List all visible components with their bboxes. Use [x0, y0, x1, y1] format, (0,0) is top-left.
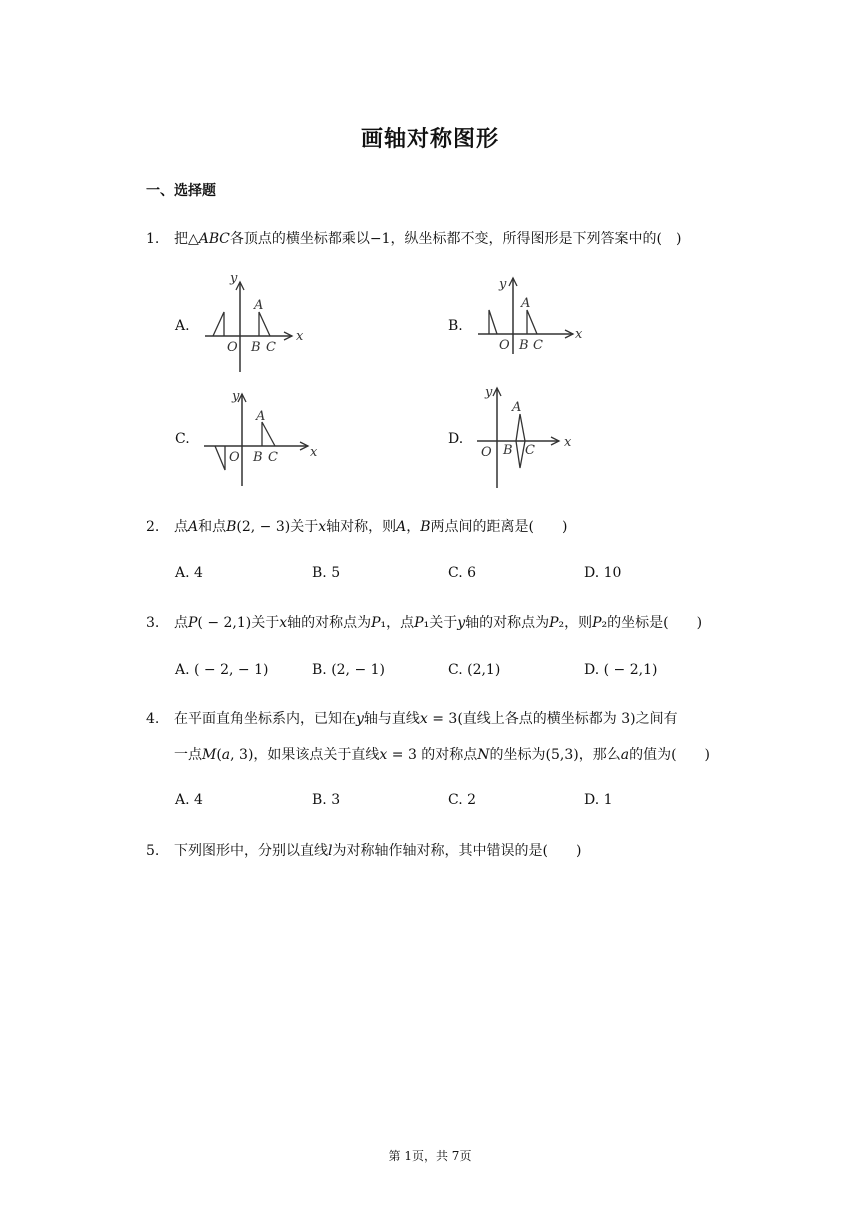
- option-a-figure: [200, 271, 315, 374]
- question-number: 4.: [146, 711, 160, 727]
- option-b-label: B.: [448, 318, 463, 334]
- option-b-figure: [473, 274, 588, 374]
- x-axis-label: x: [310, 445, 318, 460]
- vertex-b-label: B: [519, 338, 529, 353]
- vertex-b-label: B: [251, 340, 261, 355]
- option-c-label: C.: [175, 431, 190, 447]
- question-number: 3.: [146, 615, 160, 631]
- vertex-c-label: C: [525, 443, 535, 458]
- option-a-label: A.: [175, 318, 190, 334]
- section-heading: 一、选择题: [146, 183, 216, 199]
- page-footer: 第 1页，共 7页: [388, 1149, 472, 1163]
- question-text-line-1: 在平面直角坐标系内，已知在𝑦轴与直线𝑥 = 3(直线上各点的横坐标都为 3)之间有: [174, 711, 678, 727]
- origin-label: O: [481, 445, 492, 460]
- question-number: 5.: [146, 843, 160, 859]
- q3-option-d: D. ( − 2,1): [584, 662, 658, 678]
- q4-option-d: D. 1: [584, 792, 613, 808]
- q4-option-c: C. 2: [448, 792, 477, 808]
- question-text: 把△𝐴𝐵𝐶各顶点的横坐标都乘以−1，纵坐标都不变，所得图形是下列答案中的( ): [174, 231, 682, 247]
- q2-option-d: D. 10: [584, 565, 622, 581]
- x-axis-label: x: [575, 327, 583, 342]
- vertex-c-label: C: [533, 338, 543, 353]
- vertex-a-label: A: [256, 409, 266, 424]
- q2-option-b: B. 5: [312, 565, 341, 581]
- y-axis-label: y: [485, 385, 493, 400]
- option-d-label: D.: [448, 431, 464, 447]
- y-axis-label: y: [230, 271, 238, 286]
- question-text: 点𝐴和点𝐵(2, − 3)关于𝑥轴对称，则𝐴，𝐵两点间的距离是( ): [174, 519, 568, 535]
- origin-label: O: [227, 340, 238, 355]
- origin-label: O: [499, 338, 510, 353]
- vertex-a-label: A: [521, 296, 531, 311]
- vertex-b-label: B: [253, 450, 263, 465]
- option-d-figure: [473, 384, 583, 490]
- q2-option-c: C. 6: [448, 565, 477, 581]
- question-text: 下列图形中，分别以直线𝑙为对称轴作轴对称，其中错误的是( ): [174, 843, 582, 859]
- q4-option-b: B. 3: [312, 792, 341, 808]
- q3-option-b: B. (2, − 1): [312, 662, 386, 678]
- q4-option-a: A. 4: [175, 792, 203, 808]
- q3-option-a: A. ( − 2, − 1): [175, 662, 269, 678]
- y-axis-label: y: [499, 277, 507, 292]
- question-text: 点𝑃( − 2,1)关于𝑥轴的对称点为𝑃₁，点𝑃₁关于𝑦轴的对称点为𝑃₂，则𝑃₂的坐标是( ): [174, 615, 703, 631]
- question-number: 2.: [146, 519, 160, 535]
- y-axis-label: y: [232, 389, 240, 404]
- vertex-a-label: A: [254, 298, 264, 313]
- x-axis-label: x: [296, 329, 304, 344]
- x-axis-label: x: [564, 435, 572, 450]
- q3-option-c: C. (2,1): [448, 662, 501, 678]
- vertex-c-label: C: [266, 340, 276, 355]
- page-title: 画轴对称图形: [360, 127, 499, 152]
- vertex-a-label: A: [512, 400, 522, 415]
- question-text-line-2: 一点𝑀(𝑎, 3)，如果该点关于直线𝑥 = 3 的对称点𝑁的坐标为(5,3)，那么𝑎的值为( ): [174, 747, 711, 763]
- q2-option-a: A. 4: [175, 565, 203, 581]
- option-c-figure: [200, 388, 320, 488]
- vertex-b-label: B: [503, 443, 513, 458]
- question-number: 1.: [146, 231, 160, 247]
- vertex-c-label: C: [268, 450, 278, 465]
- origin-label: O: [229, 450, 240, 465]
